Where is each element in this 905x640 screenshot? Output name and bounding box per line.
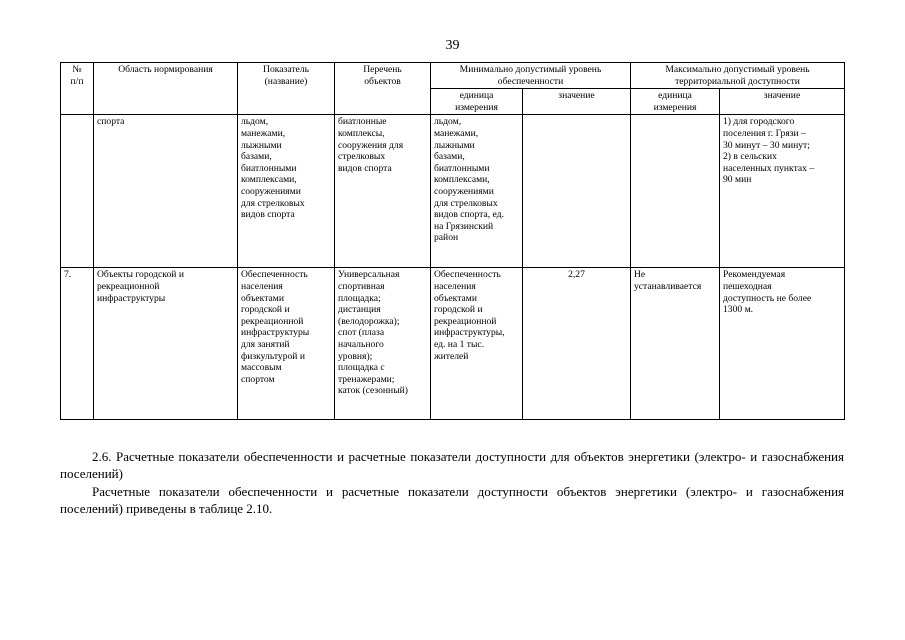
header-objects: Перечень объектов	[335, 63, 431, 115]
cell-min-unit: льдом, манежами, лыжными базами, биатлонными комплексами, сооружениями для стрелковых видов спорта, ед. на Грязинский район	[431, 115, 523, 268]
cell-max-value: Рекомендуемая пешеходная доступность не более 1300 м.	[720, 268, 845, 420]
table-row	[61, 268, 845, 420]
cell-num: 7.	[61, 268, 94, 420]
cell-max-unit: Не устанавливается	[631, 268, 720, 420]
header-indicator: Показатель (название)	[238, 63, 335, 115]
cell-indicator: Обеспеченность населения объектами городской и рекреационной инфраструктуры для занятий физкультурой и массовым спортом	[238, 268, 335, 420]
cell-min-value: 2,27	[523, 268, 631, 420]
cell-indicator: льдом, манежами, лыжными базами, биатлонными комплексами, сооружениями для стрелковых видов спорта	[238, 115, 335, 268]
header-min-value: значение	[523, 89, 631, 115]
header-min-level: Минимально допустимый уровень обеспеченности	[431, 63, 631, 89]
header-min-unit: единица измерения	[431, 89, 523, 115]
cell-max-unit	[631, 115, 720, 268]
cell-min-unit: Обеспеченность населения объектами городской и рекреационной инфраструктуры, ед. на 1 тыс. жителей	[431, 268, 523, 420]
header-max-value: значение	[720, 89, 845, 115]
header-max-level: Максимально допустимый уровень территориальной доступности	[631, 63, 845, 89]
section-block	[60, 448, 844, 517]
cell-area: Объекты городской и рекреационной инфраструктуры	[94, 268, 238, 420]
header-max-unit: единица измерения	[631, 89, 720, 115]
cell-area: спорта	[94, 115, 238, 268]
header-num: № п/п	[61, 63, 94, 115]
standards-table	[60, 62, 845, 420]
table-row	[61, 115, 845, 268]
cell-max-value: 1) для городского поселения г. Грязи – 30 минут – 30 минут; 2) в сельских населенных пунктах – 90 мин	[720, 115, 845, 268]
cell-min-value	[523, 115, 631, 268]
table-header-row	[61, 63, 845, 89]
page-number: 39	[445, 38, 460, 53]
cell-objects: биатлонные комплексы, сооружения для стрелковых видов спорта	[335, 115, 431, 268]
cell-num	[61, 115, 94, 268]
header-area: Область нормирования	[94, 63, 238, 115]
section-body: Расчетные показатели обеспеченности и расчетные показатели доступности объектов энергетики (электро- и газоснабжения поселений) приведены в таблице 2.10.	[60, 484, 844, 516]
section-heading: 2.6. Расчетные показатели обеспеченности и расчетные показатели доступности для объектов энергетики (электро- и газоснабжения поселений)	[60, 449, 844, 481]
cell-objects: Универсальная спортивная площадка; дистанция (велодорожка); спот (плаза начального уровня); площадка с тренажерами; каток (сезонный)	[335, 268, 431, 420]
